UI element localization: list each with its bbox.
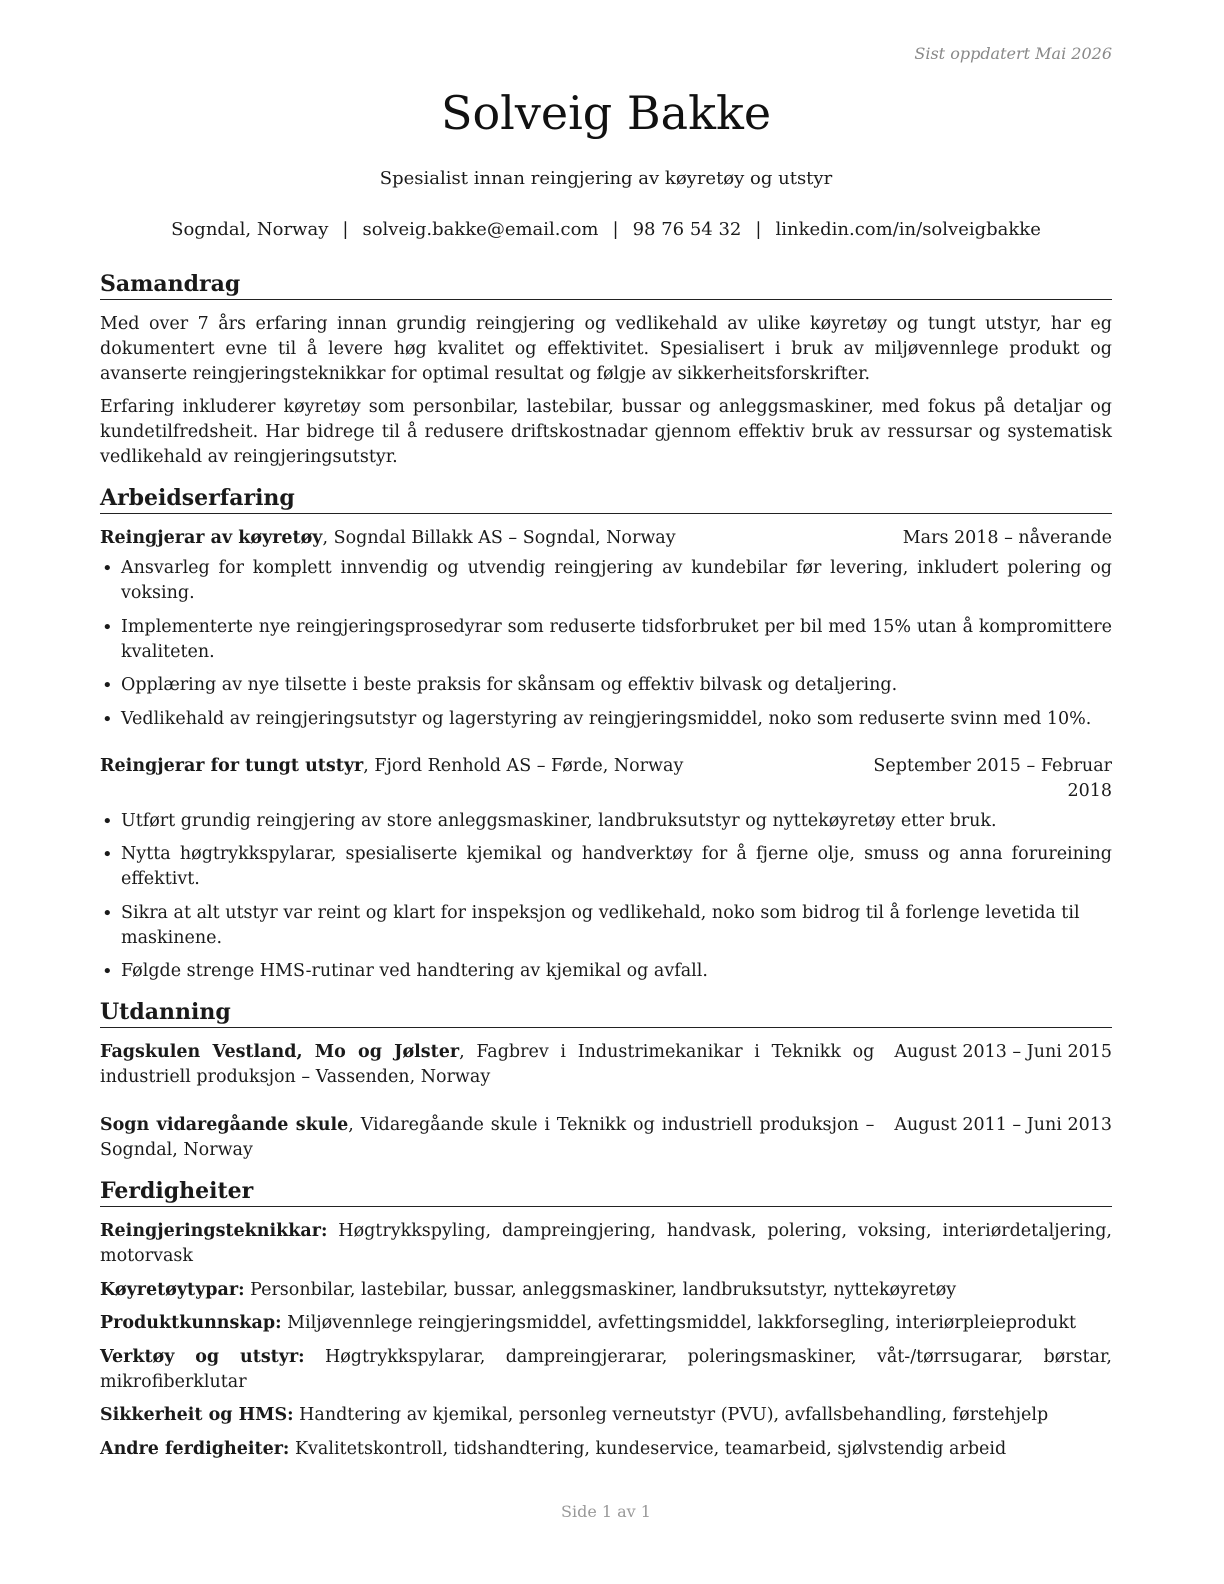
bullet-item: • Sikra at alt utstyr var reint og klart for inspeksjon og vedlikehald, noko som bidrog til å forlenge levetida til maskinene. — [100, 901, 1112, 951]
skill-value: Handtering av kjemikal, personleg verneutstyr (PVU), avfallsbehandling, førstehjelp — [293, 1405, 1049, 1425]
summary-section — [100, 270, 1112, 470]
experience-section — [100, 484, 1112, 984]
job-bullets — [100, 556, 1112, 732]
skill-label: Sikkerheit og HMS: — [100, 1405, 294, 1425]
skill-row — [100, 1219, 1112, 1269]
skill-value: Personbilar, lastebilar, bussar, anleggsmaskiner, landbruksutstyr, nyttekøyretøy — [244, 1279, 957, 1300]
bullet-item: • Nytta høgtrykkspylarar, spesialiserte kjemikal og handverktøy for å fjerne olje, smuss og anna forureining effektivt. — [100, 842, 1112, 892]
school-name: Sogn vidaregåande skule — [100, 1115, 349, 1135]
contact-email[interactable]: solveig.bakke@email.com — [362, 219, 599, 240]
headline: Spesialist innan reingjering av køyretøy og utstyr — [379, 168, 833, 189]
candidate-name: Solveig Bakke — [440, 86, 772, 140]
skill-row — [100, 1437, 1112, 1462]
education-details: , Fagbrev i Industrimekanikar i Teknikk og industriell produksjon – Vassenden, Norway — [100, 1042, 875, 1087]
bullet-item: • Utført grundig reingjering av store anleggsmaskiner, landbruksutstyr og nyttekøyretøy etter bruk. — [100, 809, 1112, 834]
skill-value: Høgtrykkspyling, dampreingjering, handvask, polering, voksing, interiørdetaljering, motorvask — [100, 1221, 1112, 1266]
resume-content — [100, 270, 1112, 1476]
section-title: Utdanning — [100, 998, 1112, 1028]
job-header — [100, 526, 1112, 551]
job-bullets — [100, 809, 1112, 985]
page-number: Side 1 av 1 — [561, 1502, 651, 1521]
education-entry — [100, 1040, 1112, 1090]
skill-label: Andre ferdigheiter: — [100, 1438, 290, 1459]
section-title: Samandrag — [100, 270, 1112, 300]
skill-row — [100, 1311, 1112, 1336]
education-details: , Vidaregåande skule i Teknikk og industriell produksjon – Sogndal, Norway — [100, 1115, 875, 1160]
job-entry — [100, 526, 1112, 732]
school-name: Fagskulen Vestland, Mo og Jølster — [100, 1042, 460, 1062]
summary-paragraph: Erfaring inkluderer køyretøy som personbilar, lastebilar, bussar og anleggsmaskiner, med fokus på detaljar og kundetilfredsheit. Har bidrege til å redusere driftskostnadar gjennom effektiv bruk av ressursar og systematisk vedlikehald av reingjeringsutstyr. — [100, 397, 1112, 467]
job-details: , Sogndal Billakk AS – Sogndal, Norway — [322, 528, 676, 548]
skill-label: Produktkunnskap: — [100, 1313, 282, 1333]
contact-line — [100, 219, 1112, 240]
education-header — [100, 1040, 1112, 1090]
education-entry — [100, 1113, 1112, 1163]
bullet-item: • Opplæring av nye tilsette i beste praksis for skånsam og effektiv bilvask og detaljering. — [100, 673, 1112, 698]
skill-label: Køyretøytypar: — [100, 1279, 245, 1300]
contact-separator: | — [612, 219, 619, 240]
contact-location: Sogndal, Norway — [171, 219, 329, 240]
skill-row — [100, 1345, 1112, 1395]
skill-label: Reingjeringsteknikkar: — [100, 1221, 328, 1241]
contact-separator: | — [342, 219, 349, 240]
bullet-item: • Ansvarleg for komplett innvendig og utvendig reingjering av kundebilar før levering, inkludert polering og voksing. — [100, 556, 1112, 606]
section-title: Ferdigheiter — [100, 1177, 1112, 1207]
skills-section — [100, 1177, 1112, 1462]
contact-phone: 98 76 54 32 — [632, 219, 742, 240]
contact-separator: | — [755, 219, 762, 240]
last-updated: Sist oppdatert Mai 2026 — [914, 44, 1112, 63]
job-role: Reingjerar for tungt utstyr — [100, 755, 364, 776]
job-header — [100, 754, 1112, 804]
education-dates: August 2013 – Juni 2015 — [894, 1042, 1112, 1062]
skill-label: Verktøy og utstyr: — [100, 1346, 305, 1367]
section-title: Arbeidserfaring — [100, 484, 1112, 514]
skill-row — [100, 1403, 1112, 1428]
bullet-item: • Vedlikehald av reingjeringsutstyr og lagerstyring av reingjeringsmiddel, noko som reduserte svinn med 10%. — [100, 707, 1112, 732]
skill-value: Miljøvennlege reingjeringsmiddel, avfettingsmiddel, lakkforsegling, interiørpleieprodukt — [281, 1313, 1077, 1333]
bullet-item: • Følgde strenge HMS-rutinar ved handtering av kjemikal og avfall. — [100, 959, 1112, 984]
education-header — [100, 1113, 1112, 1163]
skill-row — [100, 1278, 1112, 1303]
summary-paragraph: Med over 7 års erfaring innan grundig reingjering og vedlikehald av ulike køyretøy og tungt utstyr, har eg dokumentert evne til å levere høg kvalitet og effektivitet. Spesialisert i bruk av miljøvennlege produkt og avanserte reingjeringsteknikkar for optimal resultat og følgje av sikkerheitsforskrifter. — [100, 314, 1112, 384]
education-dates: August 2011 – Juni 2013 — [894, 1115, 1112, 1135]
bullet-item: • Implementerte nye reingjeringsprosedyrar som reduserte tidsforbruket per bil med 15% utan å kompromittere kvaliteten. — [100, 615, 1112, 665]
job-dates: Mars 2018 – nåverande — [902, 528, 1112, 548]
contact-linkedin[interactable]: linkedin.com/in/solveigbakke — [775, 219, 1041, 240]
education-section — [100, 998, 1112, 1163]
skill-value: Kvalitetskontroll, tidshandtering, kundeservice, teamarbeid, sjølvstendig arbeid — [289, 1438, 1007, 1459]
job-details: , Fjord Renhold AS – Førde, Norway — [363, 755, 684, 776]
skill-value: Høgtrykkspylarar, dampreingjerarar, poleringsmaskiner, våt-/tørrsugarar, børstar, mikrofiberklutar — [100, 1346, 1112, 1392]
job-entry — [100, 754, 1112, 985]
job-dates: September 2015 – Februar 2018 — [873, 755, 1112, 801]
job-role: Reingjerar av køyretøy — [100, 528, 323, 548]
